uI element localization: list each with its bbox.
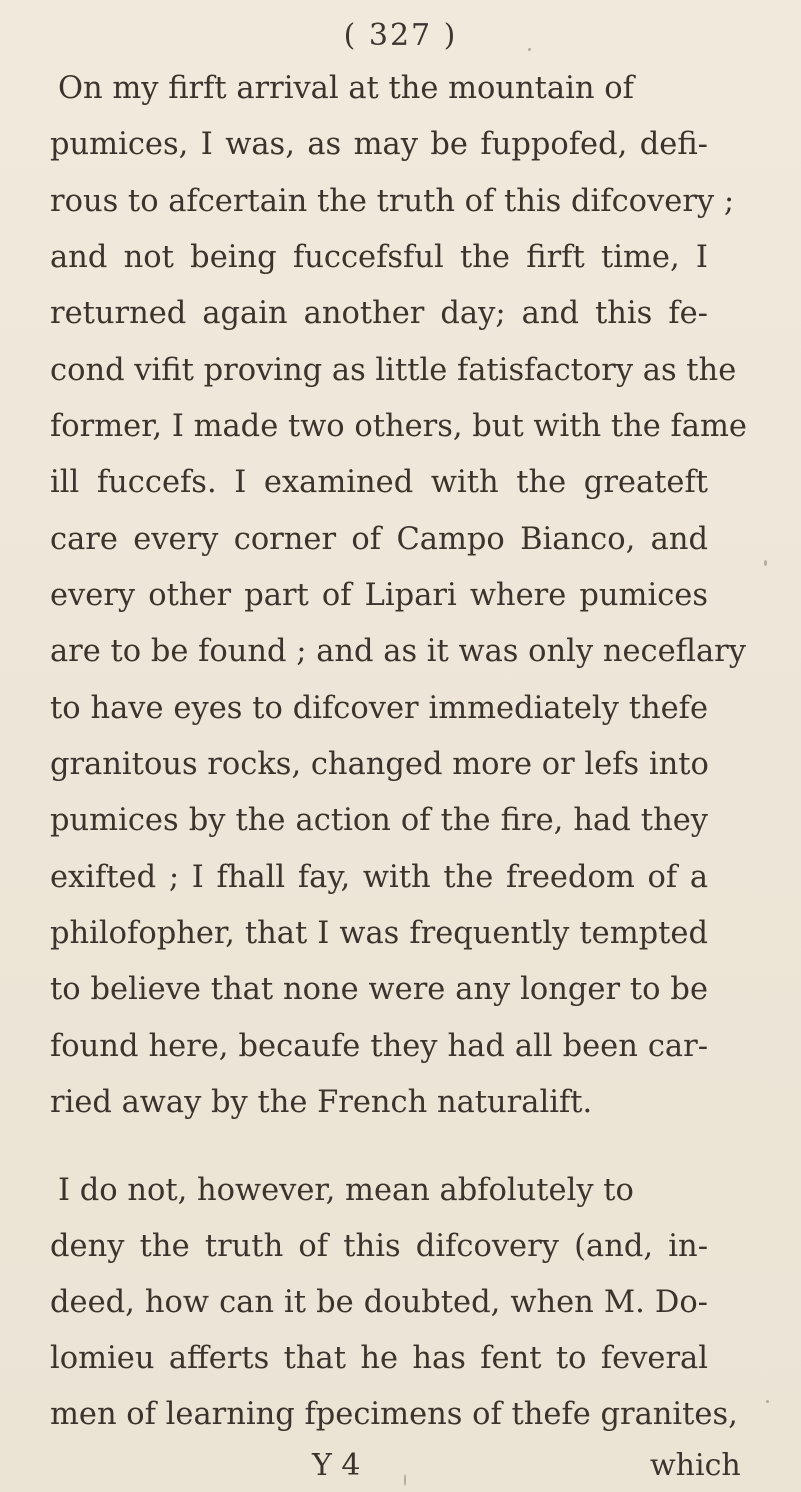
text-line-19: ried away by the French naturalift. [50, 1085, 593, 1120]
text-line-10: every other part of Lipari where pumices [50, 578, 708, 613]
text-line-8: ill fuccefs. I examined with the greateft [50, 465, 708, 500]
text-line-4: and not being fuccefsful the firft time, I [50, 240, 708, 275]
text-line-7: former, I made two others, but with the fame [50, 409, 747, 444]
paper-speck [766, 1400, 769, 1403]
text-line-12: to have eyes to difcover immediately thefe [50, 691, 708, 726]
paper-speck [528, 48, 531, 51]
text-line-15: exifted ; I fhall fay, with the freedom of a [50, 860, 708, 895]
page-number: ( 327 ) [343, 18, 458, 53]
text-line-13: granitous rocks, changed more or lefs into [50, 747, 709, 782]
text-line-2: pumices, I was, as may be fuppofed, defi- [50, 127, 708, 162]
text-line-21: deny the truth of this difcovery (and, in- [50, 1229, 708, 1264]
text-line-22: deed, how can it be doubted, when M. Do- [50, 1285, 708, 1320]
text-line-5: returned again another day; and this fe- [50, 296, 708, 331]
text-line-16: philofopher, that I was frequently tempted [50, 916, 708, 951]
text-line-14: pumices by the action of the fire, had they [50, 803, 708, 838]
text-line-24: men of learning fpecimens of thefe granites, [50, 1397, 738, 1432]
signature-mark: Y 4 [312, 1448, 361, 1483]
text-line-18: found here, becaufe they had all been car- [50, 1029, 708, 1064]
text-line-3: rous to afcertain the truth of this difcovery ; [50, 184, 735, 219]
text-line-1: On my firft arrival at the mountain of [58, 71, 634, 106]
paper-speck [404, 1474, 406, 1486]
paper-speck [764, 560, 767, 566]
text-line-9: care every corner of Campo Bianco, and [50, 522, 708, 557]
text-line-11: are to be found ; and as it was only neceflary [50, 634, 746, 669]
text-line-23: lomieu afferts that he has fent to feveral [50, 1341, 708, 1376]
text-line-20: I do not, however, mean abfolutely to [58, 1173, 634, 1208]
text-line-6: cond vifit proving as little fatisfactory as the [50, 353, 737, 388]
catchword: which [650, 1448, 741, 1483]
text-line-17: to believe that none were any longer to be [50, 972, 708, 1007]
